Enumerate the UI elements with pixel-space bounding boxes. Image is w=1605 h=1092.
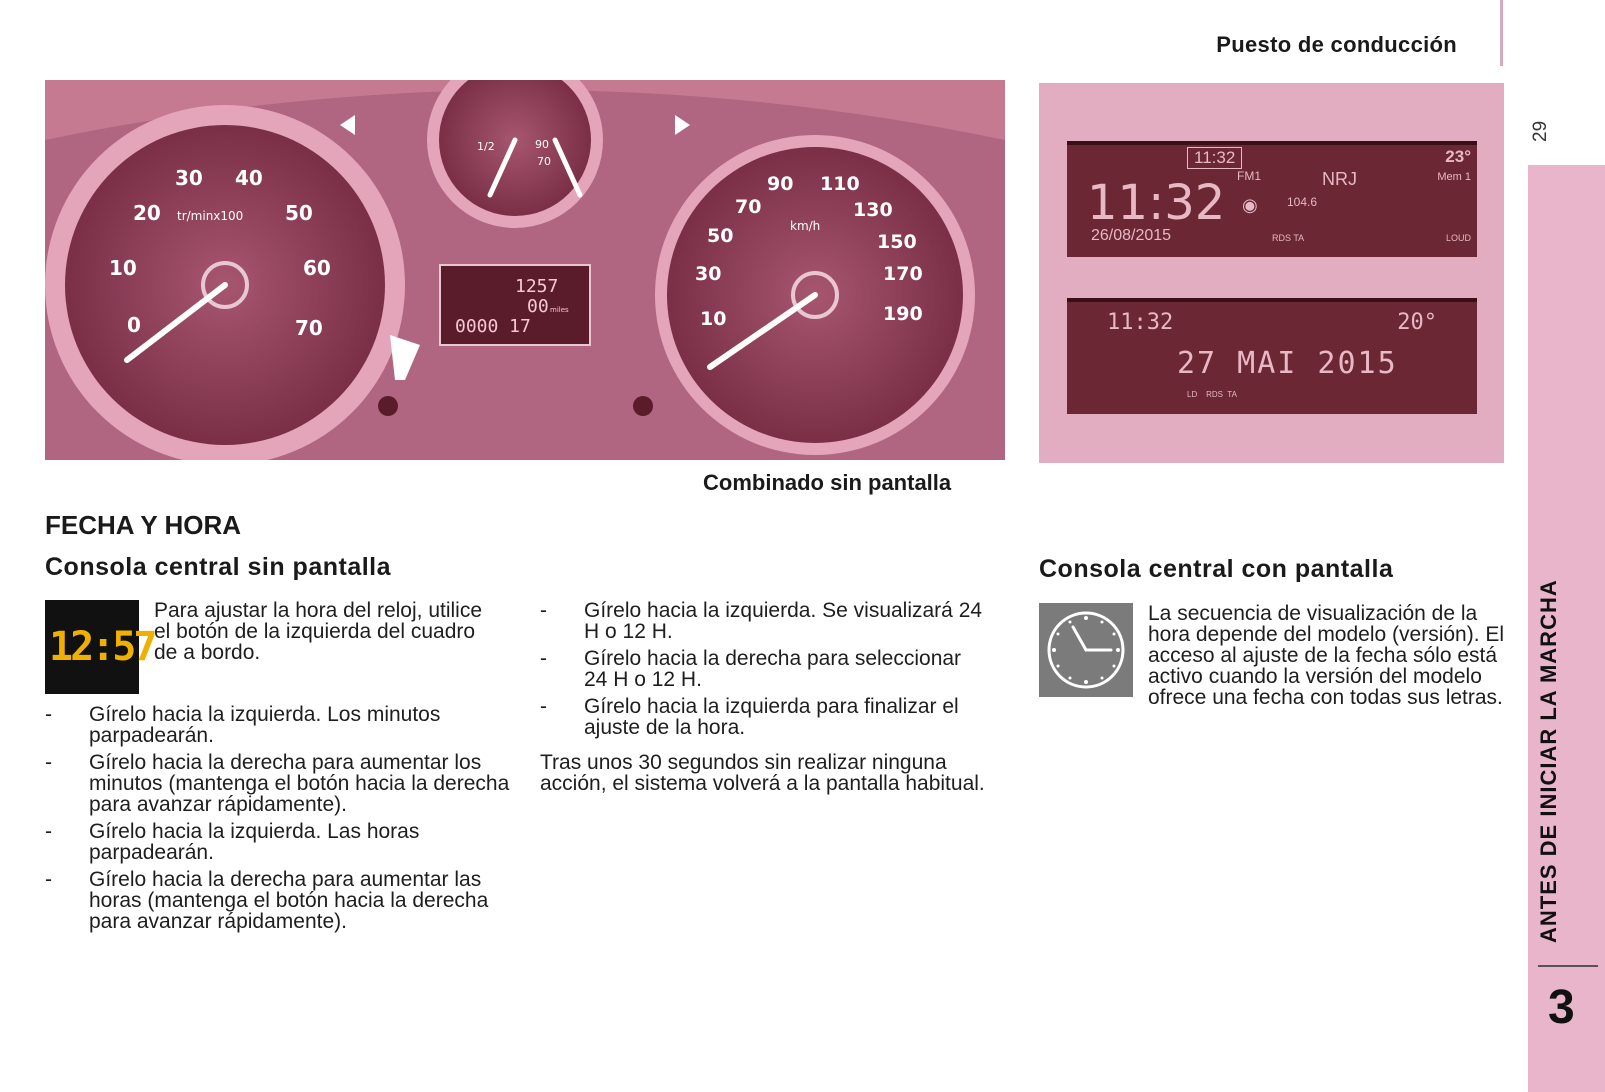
- cluster-drawing: [45, 80, 1005, 460]
- left-steps-list: [45, 704, 515, 938]
- radio-display-bottom: [1067, 298, 1477, 414]
- left-intro: Para ajustar la hora del reloj, utilice el botón de la izquierda del cuadro de a bordo.: [154, 599, 483, 664]
- adjust-knob-right: [633, 396, 653, 416]
- speed-unit: km/h: [790, 219, 821, 233]
- list-item: - Gírelo hacia la izquierda. Los minutos parpadearán.: [45, 704, 515, 746]
- speed-label-190: 190: [883, 303, 923, 325]
- speed-label-170: 170: [883, 263, 923, 285]
- list-item: - Gírelo hacia la derecha para seleccionar 24 H o 12 H.: [540, 648, 990, 690]
- temp-70-label: 70: [537, 155, 551, 168]
- speed-label-130: 130: [853, 199, 893, 221]
- tach-label-10: 10: [109, 256, 137, 280]
- fuel-half-label: 1/2: [477, 140, 495, 153]
- speed-label-70: 70: [735, 196, 762, 218]
- speed-label-150: 150: [877, 231, 917, 253]
- page-number: 29: [1530, 120, 1551, 142]
- right-text: La secuencia de visualización de la hora depende del modelo (versión). El acceso al ajuste de la fecha sólo está activo cuando la versión del modelo ofrece una fecha con todas sus letras.: [1148, 602, 1505, 709]
- speed-label-50: 50: [707, 225, 734, 247]
- analog-clock-drawing: [1039, 603, 1133, 697]
- list-item: - Gírelo hacia la izquierda. Se visualizará 24 H o 12 H.: [540, 600, 990, 642]
- radio-loud-flag: LOUD: [1445, 233, 1471, 243]
- tach-label-60: 60: [303, 256, 331, 280]
- digital-clock-icon: [45, 600, 155, 694]
- list-item: - Gírelo hacia la izquierda para finalizar el ajuste de la hora.: [540, 696, 990, 738]
- odo-time: 1257: [515, 276, 559, 297]
- digital-clock-digits: 12:57: [49, 624, 155, 670]
- header-rule: [1500, 0, 1503, 66]
- tach-label-30: 30: [175, 166, 203, 190]
- antenna-icon: ◉: [1242, 195, 1258, 215]
- section-title: FECHA Y HORA: [45, 510, 241, 540]
- tach-label-40: 40: [235, 166, 263, 190]
- radio-display-top: [1067, 141, 1477, 257]
- radio-top-time-big: 11:32: [1087, 175, 1226, 231]
- tach-label-0: 0: [127, 313, 141, 337]
- mid-steps-list: [540, 600, 990, 744]
- speed-label-30: 30: [695, 263, 722, 285]
- speed-label-10: 10: [700, 308, 727, 330]
- radio-station: NRJ: [1322, 169, 1357, 189]
- radio-bottom-temp: 20°: [1397, 310, 1437, 335]
- chapter-divider: [1538, 965, 1598, 967]
- radio-top-temp: 23°: [1445, 147, 1471, 166]
- analog-clock-icon: [1039, 603, 1133, 697]
- chapter-number: 3: [1548, 981, 1575, 1034]
- tach-label-70: 70: [295, 316, 323, 340]
- page-header-title: Puesto de conducción: [1216, 32, 1457, 57]
- radio-rds-flag: RDS TA: [1272, 233, 1305, 243]
- tach-label-20: 20: [133, 201, 161, 225]
- radio-bottom-flags: LD RDS TA: [1187, 390, 1237, 399]
- radio-bottom-time: 11:32: [1107, 310, 1174, 335]
- odo-unit: miles: [550, 306, 569, 314]
- radio-top-time-small: 11:32: [1187, 147, 1242, 169]
- tach-label-50: 50: [285, 201, 313, 225]
- radio-bottom-date: 27 MAI 2015: [1177, 346, 1398, 381]
- left-subtitle: Consola central sin pantalla: [45, 553, 392, 581]
- list-item: - Gírelo hacia la derecha para aumentar los minutos (mantenga el botón hacia la derecha para avanzar rápidamente).: [45, 752, 515, 815]
- radio-band: FM1: [1237, 169, 1261, 183]
- speed-label-90: 90: [767, 173, 794, 195]
- right-subtitle: Consola central con pantalla: [1039, 555, 1394, 583]
- radio-display-image: [1039, 83, 1504, 463]
- list-item: - Gírelo hacia la izquierda. Las horas parpadearán.: [45, 821, 515, 863]
- list-item: - Gírelo hacia la derecha para aumentar las horas (mantenga el botón hacia la derecha para avanzar rápidamente).: [45, 869, 515, 932]
- chapter-tab: [1528, 165, 1605, 1092]
- cluster-caption: Combinado sin pantalla: [703, 470, 952, 495]
- mid-note: Tras unos 30 segundos sin realizar ninguna acción, el sistema volverá a la pantalla habitual.: [540, 751, 985, 795]
- radio-memory: Mem 1: [1437, 171, 1471, 183]
- speed-label-110: 110: [820, 173, 860, 195]
- radio-top-date: 26/08/2015: [1091, 227, 1172, 244]
- radio-frequency: 104.6: [1287, 195, 1318, 209]
- instrument-cluster-image: [45, 80, 1005, 460]
- temp-90-label: 90: [535, 138, 549, 151]
- chapter-title: ANTES DE INICIAR LA MARCHA: [1536, 579, 1561, 943]
- odo-trip: 00: [527, 296, 549, 317]
- odo-total: 0000 17: [455, 316, 531, 337]
- tach-unit: tr/minx100: [177, 209, 244, 223]
- adjust-knob-left: [378, 396, 398, 416]
